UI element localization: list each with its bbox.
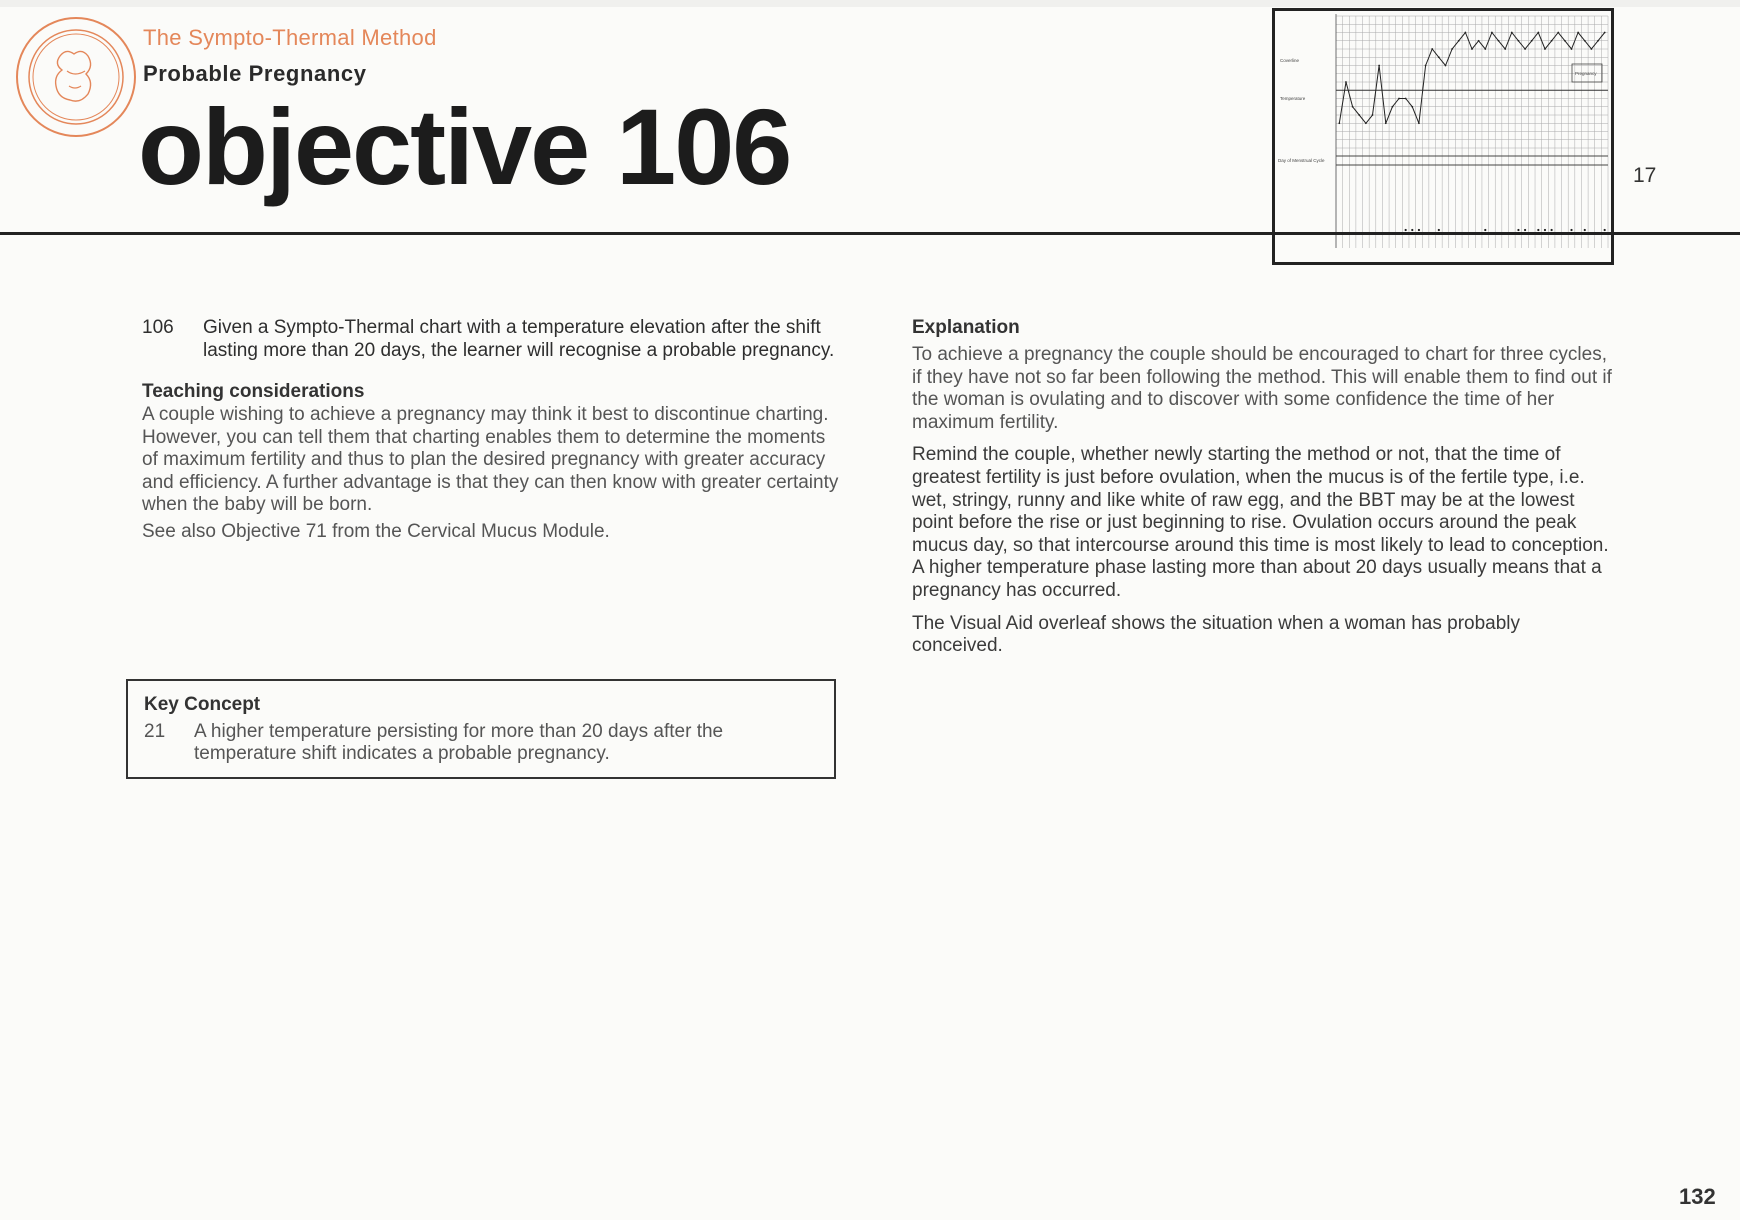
- temperature-point: [1451, 48, 1453, 50]
- record-dot: [1484, 229, 1486, 231]
- temperature-point: [1498, 40, 1500, 42]
- temperature-point: [1391, 106, 1393, 108]
- temperature-point: [1484, 48, 1486, 50]
- record-dot: [1418, 229, 1420, 231]
- temperature-point: [1398, 98, 1400, 100]
- chart-label-coverline: Coverline: [1280, 58, 1300, 63]
- temperature-point: [1564, 40, 1566, 42]
- temperature-point: [1597, 40, 1599, 42]
- series-title: The Sympto-Thermal Method: [143, 25, 437, 50]
- chart-xlabel: Day of Menstrual Cycle: [1278, 158, 1325, 163]
- subject-title: Probable Pregnancy: [143, 61, 367, 86]
- temperature-point: [1445, 65, 1447, 67]
- left-column: [142, 316, 842, 544]
- explanation-paragraph: Remind the couple, whether newly starting the method or not, that the time of greatest fertility is just before ovulation, when the mucus is of the fertile type, i.e. wet, stringy, runny and like white of raw egg, and the BBT may be at the lowest point before the rise or just beginning to rise. Ovulation occurs around the peak mucus day, so that intercourse around this time is most likely to lead to conception. A higher temperature phase lasting more than about 20 days usually means that a pregnancy has occurred.: [912, 444, 1609, 601]
- record-dot: [1604, 229, 1606, 231]
- temperature-point: [1491, 32, 1493, 34]
- temperature-point: [1511, 32, 1513, 34]
- temperature-point: [1352, 106, 1354, 108]
- explanation-heading: Explanation: [912, 317, 1020, 338]
- record-dot: [1524, 229, 1526, 231]
- record-dot: [1570, 229, 1572, 231]
- teaching-heading: Teaching considerations: [142, 381, 365, 402]
- explanation-paragraph: To achieve a pregnancy the couple should be encouraged to chart for three cycles, if they have not so far been following the method. This will enable them to find out if the woman is ovulating and to discover with some confidence the time of her maximum fertility.: [912, 344, 1612, 433]
- temperature-point: [1425, 65, 1427, 67]
- objective-number: 106: [142, 317, 174, 338]
- temperature-point: [1478, 40, 1480, 42]
- page-title: objective 106: [138, 86, 791, 207]
- header-rule: [0, 232, 1740, 235]
- key-concept-number: 21: [144, 721, 166, 742]
- temperature-point: [1431, 48, 1433, 50]
- temperature-point: [1378, 65, 1380, 67]
- temperature-point: [1418, 122, 1420, 124]
- section-number: 17: [1633, 164, 1657, 187]
- temperature-point: [1385, 122, 1387, 124]
- key-concept-item: [144, 721, 824, 765]
- temperature-point: [1537, 32, 1539, 34]
- key-concept-box: [126, 679, 836, 779]
- see-also-text: See also Objective 71 from the Cervical Mucus Module.: [142, 520, 610, 542]
- explanation-paragraph: The Visual Aid overleaf shows the situation when a woman has probably conceived.: [912, 612, 1521, 657]
- key-concept-text: A higher temperature persisting for more than 20 days after the temperature shift indicates a probable pregnancy.: [194, 721, 724, 764]
- record-dot: [1537, 229, 1539, 231]
- sympto-thermal-chart-thumbnail: [1272, 8, 1614, 265]
- temperature-point: [1524, 48, 1526, 50]
- temperature-point: [1557, 32, 1559, 34]
- page-number: 132: [1679, 1184, 1716, 1209]
- record-dot: [1517, 229, 1519, 231]
- temperature-point: [1358, 114, 1360, 116]
- temperature-point: [1591, 48, 1593, 50]
- record-dot: [1544, 229, 1546, 231]
- right-column: [912, 316, 1612, 668]
- record-dot: [1438, 229, 1440, 231]
- mother-and-baby-emblem-icon: [15, 16, 137, 138]
- objective-statement: [142, 316, 842, 362]
- temperature-point: [1458, 40, 1460, 42]
- temperature-point: [1471, 48, 1473, 50]
- temperature-point: [1405, 98, 1407, 100]
- temperature-point: [1604, 32, 1606, 34]
- temperature-point: [1551, 40, 1553, 42]
- objective-text: Given a Sympto-Thermal chart with a temperature elevation after the shift lasting more than 20 days, the learner will recognise a probable pregnancy.: [203, 317, 835, 361]
- temperature-point: [1571, 48, 1573, 50]
- temperature-point: [1518, 40, 1520, 42]
- record-dot: [1584, 229, 1586, 231]
- top-edge: [0, 0, 1740, 7]
- teaching-body: A couple wishing to achieve a pregnancy may think it best to discontinue charting. However, you can tell them that charting enables them to determine the moments of maximum fertility and thus to plan the desired pregnancy with greater accuracy and efficiency. A further advantage is that they can then know with greater certainty when the baby will be born.: [142, 404, 839, 516]
- temperature-point: [1345, 81, 1347, 83]
- temperature-point: [1584, 40, 1586, 42]
- temperature-point: [1544, 48, 1546, 50]
- temperature-point: [1365, 122, 1367, 124]
- key-concept-heading: Key Concept: [144, 694, 261, 715]
- record-dot: [1405, 229, 1407, 231]
- chart-label-pregnancy: Pregnancy: [1575, 71, 1597, 76]
- record-dot: [1411, 229, 1413, 231]
- temperature-point: [1438, 56, 1440, 58]
- temperature-point: [1338, 122, 1340, 124]
- temperature-point: [1372, 114, 1374, 116]
- chart-ylabel: Temperature: [1280, 96, 1306, 101]
- temperature-point: [1577, 32, 1579, 34]
- record-dot: [1551, 229, 1553, 231]
- temperature-point: [1411, 106, 1413, 108]
- temperature-point: [1504, 48, 1506, 50]
- temperature-point: [1464, 32, 1466, 34]
- temperature-point: [1531, 40, 1533, 42]
